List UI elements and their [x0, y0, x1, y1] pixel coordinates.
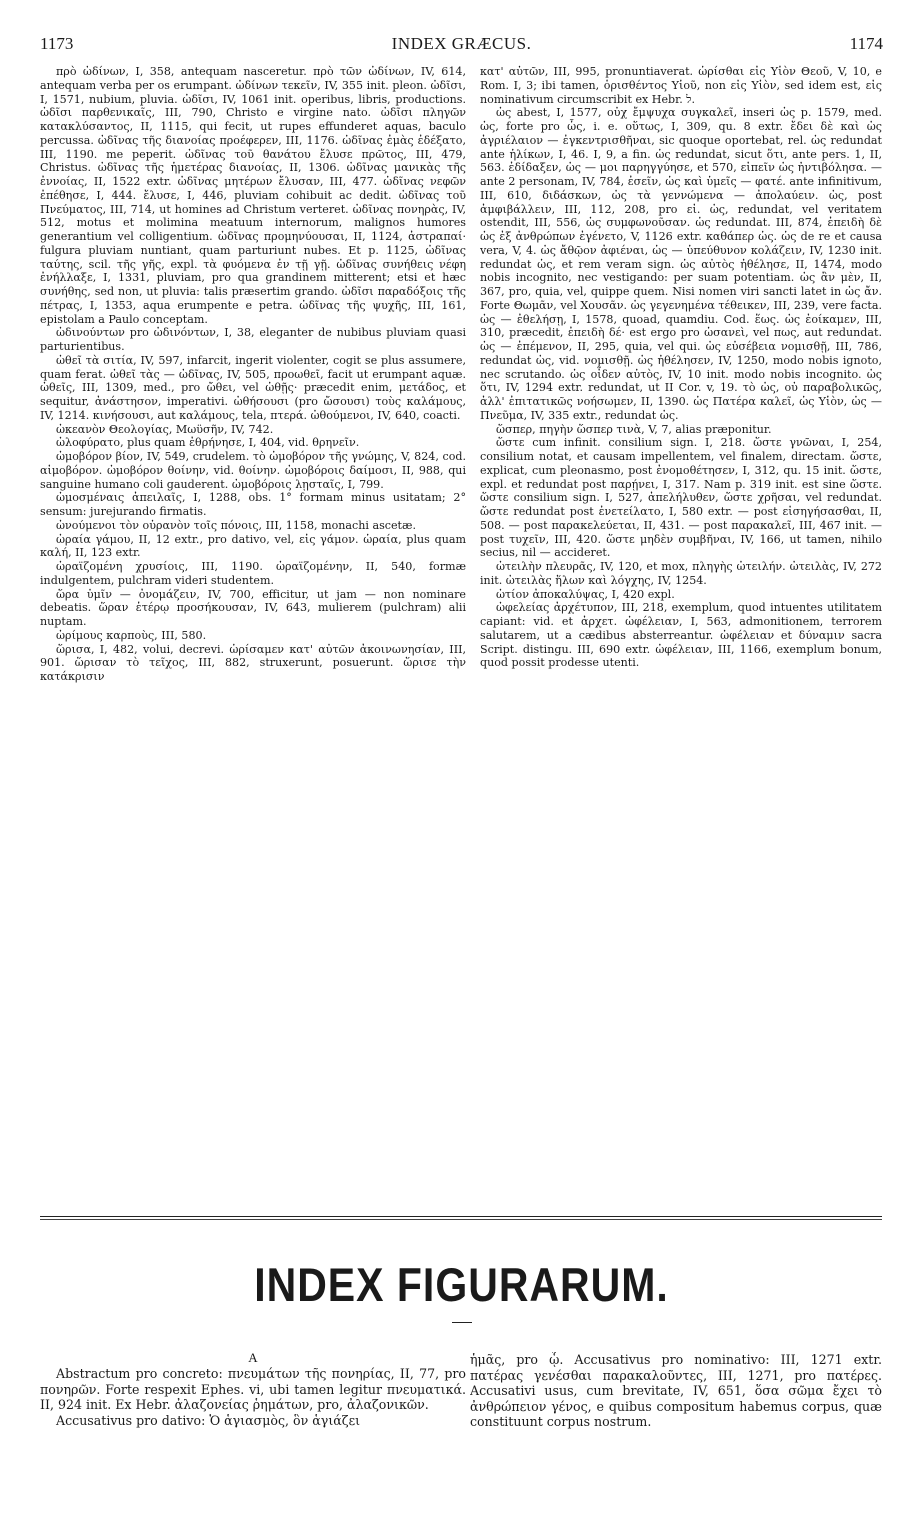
- index-entry: Accusativus pro dativo: Ὁ ἁγιασμὸς, ὃν ἁγιάζει: [56, 1412, 361, 1428]
- title-dash: [452, 1322, 472, 1323]
- index-entry: ἡμᾶς, pro ᾧ. Accusativus pro nominativo: III, 1271 extr. πατέρας γενέσθαι παρακαλοῦντες, III, 1271, pro πατέρες. Accusativi usus, cum brevitate, IV, 651, ὅσα σῶμα ἔχει τὸ ἀνθρώπειον γένος, e quibus compositum habemus corpus, quæ constituunt corpus nostrum.: [470, 1352, 882, 1429]
- index-entry: ὠθεῖ τὰ σιτία, IV, 597, infarcit, ingerit violenter, cogit se plus assumere, quam ferat. ὠθεῖ τὰς — ὠδῖνας, IV, 505, προωθεῖ, facit ut erumpant aquæ. ὠθεῖς, III, 1309, med., pro ὤθει, vel ὠθῇς· præcedit enim, μετάδος, et sequitur, ἀνάστησον, imperativi. ὠθήσουσι (pro ὤσουσι) τοὺς καλάμους, IV, 1214. κινήσουσι, aut καλάμους, tela, πτερά. ὠθούμενοι, IV, 640, coacti.: [40, 353, 466, 422]
- index-entry: ὠμοσμέναις ἀπειλαῖς, I, 1288, obs. 1° formam minus usitatam; 2° sensum: jurejurando firmatis.: [40, 491, 466, 518]
- index-entry: ὠμοβόρον βίον, IV, 549, crudelem. τὸ ὠμοβόρον τῆς γνώμης, V, 824, cod. αἱμοβόρον. ὠμοβόρον θοίνην, vid. θοίνην. ὠμοβόροις δαίμοσι, II, 988, qui sanguine humano coli gauderent. ὠμοβόροις λῃσταῖς, I, 799.: [40, 450, 466, 491]
- index-entry: ὥσπερ, πηγὴν ὥσπερ τινὰ, V, 7, alias præponitur.: [496, 422, 772, 436]
- index-entry: πρὸ ὠδίνων, I, 358, antequam nasceretur. πρὸ τῶν ὠδίνων, IV, 614, antequam verba per os erumpant. ὠδίνων τεκεῖν, IV, 355 init. pleon. ὠδῖσι, I, 1571, nubium, pluvia. ὠδῖσι, IV, 1061 init. operibus, libris, productions. ὠδῖσι παρθενικαῖς, III, 790, Christo e virgine nato. ὠδῖσι πληγῶν κατακλύσαντος, II, 1115, qui fecit, ut rupes effunderet aquas, baculo percussa. ὠδῖνας τῆς διανοίας προέφερεν, III, 1176. ὠδῖνας ἐμὰς ἐδέξατο, III, 1190. me peperit. ὠδῖνας τοῦ θανάτου ἔλυσε πρῶτος, III, 479, Christus. ὠδῖνας τῆς ἡμετέρας διανοίας, II, 1306. ὠδῖνας μανικὰς τῆς ἐννοίας, II, 1522 extr. ὠδῖνας μητέρων ἔλυσαν, III, 477. ὠδῖνας νεφῶν ἐπέθησε, I, 444. ἔλυσε, I, 446, pluviam cohibuit ac dedit. ὠδῖνας τοῦ Πνεύματος, III, 714, ut homines ad Christum verteret. ὠδῖνας πονηρὰς, IV, 512, motus et molimina meatuum internorum, malignos humores generantium vel colligentium. ὠδῖνας προμηνύουσαι, II, 1124, ἀστραπαί· fulgura pluviam nuntiant, quam parturiunt nubes. Et p. 1125, ὠδῖνας ταύτης, scil. τῆς γῆς, expl. τὰ φυόμενα ἐν τῇ γῇ. ὠδῖνας συνήθεις νέφη ἐνήλλαξε, I, 1331, pluviam, pro qua grandinem mitterent; etsi et hæc συνήθης, sed non, ut pluvia: talis præsertim grando. ὠδῖσι παραδόξοις τῆς πέτρας, I, 1353, aqua erumpente e petra. ὠδῖνας τῆς ψυχῆς, III, 161, epistolam a Paulo conceptam.: [40, 65, 466, 326]
- index-entry: ὡρίμους καρποὺς, III, 580.: [56, 628, 207, 642]
- section-divider: [40, 1216, 882, 1220]
- index-entry: ὥρα ὑμῖν — ὀνομάζειν, IV, 700, efficitur, ut jam — non nominare debeatis. ὥραν ἑτέρῳ προσήκουσαν, IV, 643, mulierem (pulchram) alii nuptam.: [40, 587, 466, 628]
- section-title: INDEX FIGURARUM.: [254, 1258, 669, 1312]
- page-number-left: 1173: [40, 34, 74, 53]
- index-entry: ὠφελείας ἀρχέτυπον, III, 218, exemplum, quod intuentes utilitatem capiant: vid. et ἀρχετ. ὠφέλειαν, I, 563, admonitionem, terrorem salutarem, ut a cædibus absterreantur. ὠφέλειαν et δύναμιν sacra Script. distingu. III, 690 extr. ὠφέλειαν, III, 1166, exemplum bonum, quod possit prodesse utenti.: [480, 601, 882, 670]
- index-entry: ὡς abest, I, 1577, οὐχ ἔμψυχα συγκαλεῖ, inseri ὡς p. 1579, med. ὡς, forte pro ὧς, i. e. οὕτως, I, 309, qu. 8 extr. ἔδει δὲ καὶ ὡς ἀγριέλαιον — ἐγκεντρισθῆναι, sic quoque oportebat, rel. ὡς redundat ante ἡλίκων, I, 46. I, 9, a fin. ὡς redundat, sicut ὅτι, ante pers. 1, II, 563. ἐδίδαξεν, ὡς — μοι παρηγγύησε, et 570, εἰπεῖν ὡς ἠντιβόλησα. — ante 2 personam, IV, 784, ἐσεῖν, ὡς καὶ ὑμεῖς — φατέ. ante infinitivum, III, 610, διδάσκων, ὡς τὰ γεννώμενα — ἀπολαύειν. ὡς, post ἀμφιβάλλειν, III, 112, 208, pro εἰ. ὡς, redundat, vel veritatem ostendit, III, 556, ὡς συμφωνοῦσαν. ὡς redundat. III, 874, ἐπειδὴ δὲ ὡς ἐξ ἀνθρώπων ἐγένετο, V, 1126 extr. καθάπερ ὡς. ὡς de re et causa vera, V, 4. ὡς ἄθῷον ἀφιέναι, ὡς — ὑπεύθυνον κολάζειν, IV, 1230 init. redundat ὡς, et rem veram sign. ὡς αὐτὸς ἠθέλησε, II, 1474, modo nobis incognito, nec vestigando: per suam potentiam. ὡς ἂν μὲν, II, 367, pro, quia, vel, quippe quem. Nisi nomen viri sancti latet in ὡς ἄν. Forte Θωμᾶν, vel Χουσᾶν. ὡς γεγενημένα τέθεικεν, III, 239, vere facta. ὡς — ἐθελήσῃ, I, 1578, quoad, quamdiu. Cod. ἕως. ὡς ἐοίκαμεν, III, 310, præcedit, ἐπειδὴ δέ· est ergo pro ὡσανεὶ, vel πως, aut redundat. ὡς — ἐπέμενον, II, 295, quia, vel qui. ὡς εὐσέβεια νομισθῇ, III, 786, redundat ὡς, vid. νομισθῇ. ὡς ἠθέλησεν, IV, 1250, modo nobis ignoto, nec scrutando. ὡς οἶδεν αὐτὸς, IV, 10 init. modo nobis incognito. ὡς ὅτι, IV, 1294 extr. redundat, ut II Cor. v, 19. τὸ ὡς, οὐ παραβολικῶς, ἀλλ' ἐπιτατικῶς νοήσωμεν, II, 1390. ὡς Πατέρα καλεῖ, ὡς Υἱὸν, ὡς — Πνεῦμα, IV, 335 extr., redundat ὡς.: [480, 106, 882, 422]
- index-entry: ὡραία γάμου, II, 12 extr., pro dativo, vel, εἰς γάμον. ὡραία, plus quam καλή, II, 123 extr.: [40, 532, 466, 560]
- running-title: INDEX GRÆCUS.: [391, 34, 532, 53]
- index-entry: ὠλοφύρατο, plus quam ἐθρήνησε, I, 404, vid. θρηνεῖν.: [56, 436, 360, 450]
- index-entry: Abstractum pro concreto: πνευμάτων τῆς πονηρίας, II, 77, pro πονηρῶν. Forte respexit Ephes. vi, ubi tamen legitur πνευματικά. II, 924 init. Ex Hebr. ἀλαζονείας ῥημάτων, pro, ἀλαζονικῶν.: [40, 1366, 466, 1412]
- index-entry: κατ' αὐτῶν, III, 995, pronuntiaverat. ὡρίσθαι εἰς Υἱὸν Θεοῦ, V, 10, e Rom. I, 3; ibi tamen, ὁρισθέντος Υἱοῦ, non εἰς Υἱὸν, sed idem est, εἰς nominativum circumscribit ex Hebr. ל.: [480, 65, 882, 106]
- index-graecus-left-column: [40, 65, 466, 1207]
- running-head: [40, 34, 883, 56]
- index-entry: ὠδινούντων pro ὠδινόντων, I, 38, eleganter de nubibus pluviam quasi parturientibus.: [40, 326, 466, 353]
- index-entry: ὠτειλὴν πλευρᾶς, IV, 120, et mox, πληγὴς ὠτειλήν. ὠτειλὰς, IV, 272 init. ὠτειλὰς ἥλων καὶ λόγχης, IV, 1254.: [480, 560, 882, 587]
- index-entry: ὠνούμενοι τὸν οὐρανὸν τοῖς πόνοις, III, 1158, monachi ascetæ.: [56, 518, 416, 532]
- index-entry: ὥρισα, I, 482, volui, decrevi. ὡρίσαμεν κατ' αὐτῶν ἀκοινωνησίαν, III, 901. ὥρισαν τὸ τεῖχος, III, 882, struxerunt, posuerunt. ὥρισε τὴν κατάκρισιν: [40, 642, 466, 683]
- letter-heading: A: [248, 1350, 258, 1365]
- index-figurarum-left-column: [40, 1366, 466, 1526]
- page-number-right: 1174: [849, 34, 883, 53]
- index-entry: ὥστε cum infinit. consilium sign. I, 218. ὥστε γνῶναι, I, 254, consilium notat, et causam impellentem, vel finalem, directam. ὥστε, explicat, cum pleonasmo, post ἐνομοθέτησεν, I, 312, qu. 15 init. ὥστε, expl. et redundat post παρῄνει, I, 317. Nam p. 319 init. est sine ὥστε. ὥστε consilium sign. I, 527, ἀπελήλυθεν, ὥστε χρῆσαι, vel redundat. ὥστε redundat post ἐνετείλατο, I, 580 extr. — post εἰσηγήσασθαι, II, 508. — post παρακελεύεται, II, 431. — post παρακαλεῖ, III, 467 init. — post τυχεῖν, III, 420. ὥστε μηδὲν συμβῆναι, IV, 166, ut tamen, nihilo secius, nil — accideret.: [480, 436, 882, 560]
- index-entry: ὠτίον ἀποκαλύψας, I, 420 expl.: [496, 587, 675, 601]
- index-figurarum-right-column: [470, 1352, 882, 1512]
- index-graecus-right-column: [480, 65, 882, 1207]
- index-entry: ὠκεανὸν Θεολογίας, Μωϋσῆν, IV, 742.: [56, 422, 274, 436]
- index-entry: ὡραϊζομένη χρυσίοις, III, 1190. ὡραϊζομένην, II, 540, formæ indulgentem, pulchram videri studentem.: [40, 560, 466, 587]
